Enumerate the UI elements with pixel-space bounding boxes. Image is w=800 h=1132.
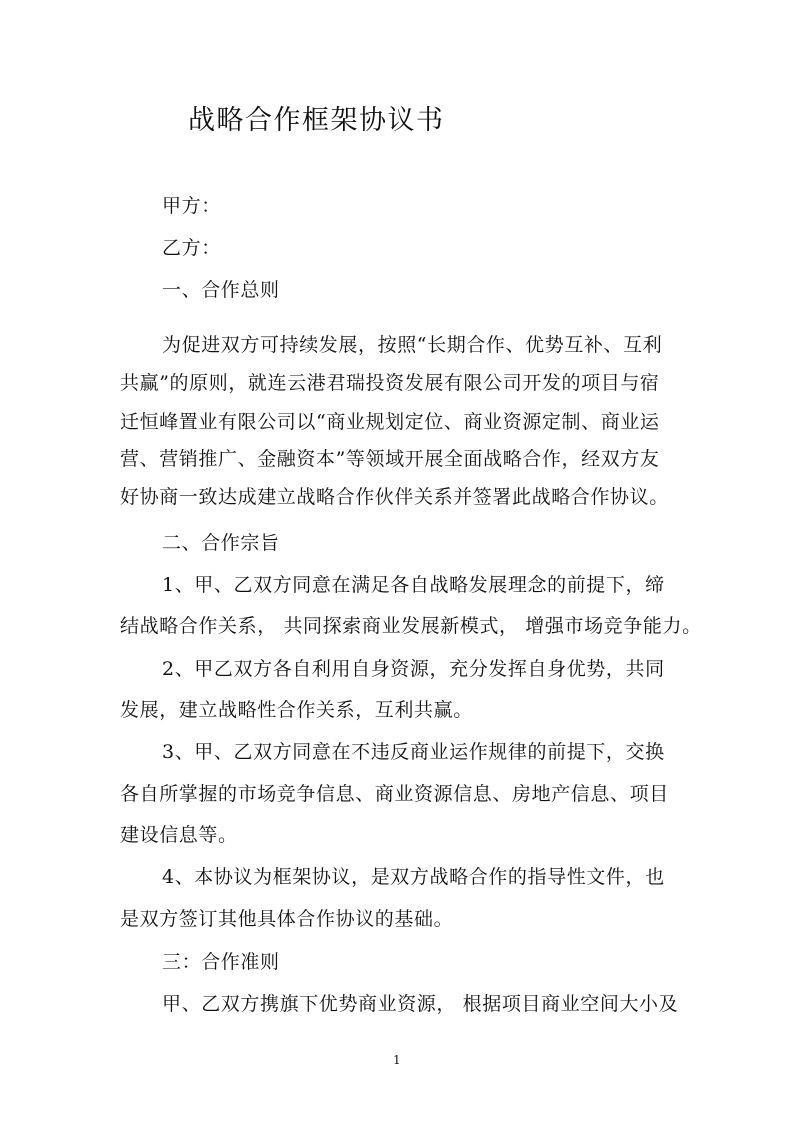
section-heading-cooperation-rules: 三：合作准则	[162, 951, 280, 973]
paragraph-line: 为促进双方可持续发展，按照“长期合作、优势互补、互利	[162, 334, 663, 356]
list-item-line: 3、甲、乙双方同意在不违反商业运作规律的前提下，交换	[162, 741, 665, 763]
paragraph-line: 好协商一致达成建立战略合作伙伴关系并签署此战略合作协议。	[120, 486, 669, 508]
list-item-line: 建设信息等。	[120, 824, 238, 846]
paragraph-line: 共赢”的原则，就连云港君瑞投资发展有限公司开发的项目与宿	[120, 372, 660, 394]
party-b-label: 乙方：	[162, 237, 221, 259]
paragraph-line: 甲、乙双方携旗下优势商业资源， 根据项目商业空间大小及	[162, 993, 679, 1015]
section-heading-cooperation-purpose: 二、合作宗旨	[162, 532, 280, 554]
list-item-line: 2、甲乙双方各自利用自身资源，充分发挥自身优势，共同	[162, 658, 665, 680]
section-heading-general-principles: 一、合作总则	[162, 279, 280, 301]
paragraph-line: 迁恒峰置业有限公司以“商业规划定位、商业资源定制、商业运	[120, 411, 660, 433]
paragraph-line: 营、营销推广、金融资本”等领域开展全面战略合作，经双方友	[120, 448, 660, 470]
list-item-line: 是双方签订其他具体合作协议的基础。	[120, 908, 454, 930]
list-item-line: 发展，建立战略性合作关系，互利共赢。	[120, 699, 473, 721]
document-title: 战略合作框架协议书	[188, 105, 445, 136]
page-number: 1	[393, 1053, 401, 1067]
list-item-line: 4、本协议为框架协议，是双方战略合作的指导性文件，也	[162, 866, 665, 888]
party-a-label: 甲方：	[162, 195, 221, 217]
list-item-line: 各自所掌握的市场竞争信息、商业资源信息、房地产信息、项目	[120, 783, 669, 805]
list-item-line: 结战略合作关系， 共同探索商业发展新模式， 增强市场竞争能力。	[120, 615, 702, 637]
list-item-line: 1、甲、乙双方同意在满足各自战略发展理念的前提下，缔	[162, 574, 665, 596]
